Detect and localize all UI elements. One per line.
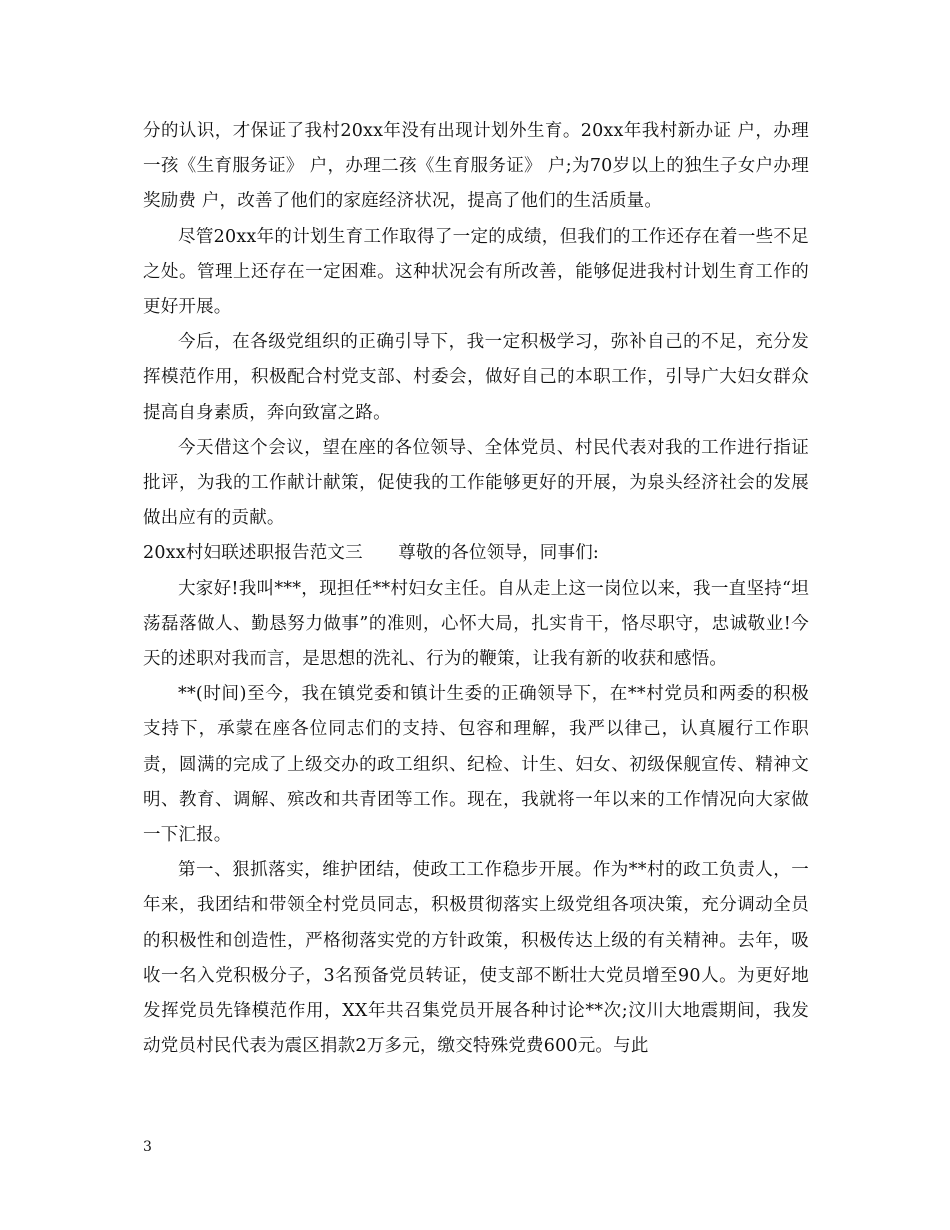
paragraph-self-introduction: 大家好!我叫***，现担任**村妇女主任。自从走上这一岗位以来，我一直坚持“坦荡磊落做人、勤恳努力做事”的准则，心怀大局，扎实肯干，恪尽职守，忠诚敬业!今天的述职对我而言，是思想的洗礼、行为的鞭策，让我有新的收获和感悟。 <box>143 578 809 670</box>
paragraph-planned-birth-results: 分的认识，才保证了我村20xx年没有出现计划外生育。20xx年我村新办证 户，办理一孩《生育服务证》 户，办理二孩《生育服务证》 户;为70岁以上的独生子女户办理奖励费 户，改善了他们的家庭经济状况，提高了他们的生活质量。 <box>143 121 809 212</box>
paragraph-shortcomings: 尽管20xx年的计划生育工作取得了一定的成绩，但我们的工作还存在着一些不足之处。管理上还存在一定困难。这种状况会有所改善，能够促进我村计划生育工作的更好开展。 <box>143 226 809 318</box>
page-number: 3 <box>143 1139 152 1155</box>
paragraph-request-feedback: 今天借这个会议，望在座的各位领导、全体党员、村民代表对我的工作进行指证批评，为我的工作献计献策，促使我的工作能够更好的开展，为泉头经济社会的发展做出应有的贡献。 <box>143 437 809 529</box>
paragraph-party-work: 第一、狠抓落实，维护团结，使政工工作稳步开展。作为**村的政工负责人，一年来，我团结和带领全村党员同志，积极贯彻落实上级党组各项决策，充分调动全员的积极性和创造性，严格彻落实党的方针政策，积极传达上级的有关精神。去年，吸收一名入党积极分子，3名预备党员转证，使支部不断壮大党员增至90人。为更好地发挥党员先锋模范作用，XX年共召集党员开展各种讨论**次;汶川大地震期间，我发动党员村民代表为震区捐款2万多元，缴交特殊党费600元。与此 <box>143 860 809 1057</box>
document-body <box>143 114 809 1064</box>
paragraph-future-plans: 今后，在各级党组织的正确引导下，我一定积极学习，弥补自己的不足，充分发挥模范作用，积极配合村党支部、村委会，做好自己的本职工作，引导广大妇女群众提高自身素质，奔向致富之路。 <box>143 332 809 423</box>
paragraph-work-summary: **(时间)至今，我在镇党委和镇计生委的正确领导下，在**村党员和两委的积极支持下，承蒙在座各位同志们的支持、包容和理解，我严以律己，认真履行工作职责，圆满的完成了上级交办的政工组织、纪检、计生、妇女、初级保舰宣传、精神文明、教育、调解、殡改和共青团等工作。现在，我就将一年以来的工作情况向大家做一下汇报。 <box>143 684 809 846</box>
section-heading-report-three: 20xx村妇联述职报告范文三 尊敬的各位领导，同事们: <box>143 543 600 564</box>
